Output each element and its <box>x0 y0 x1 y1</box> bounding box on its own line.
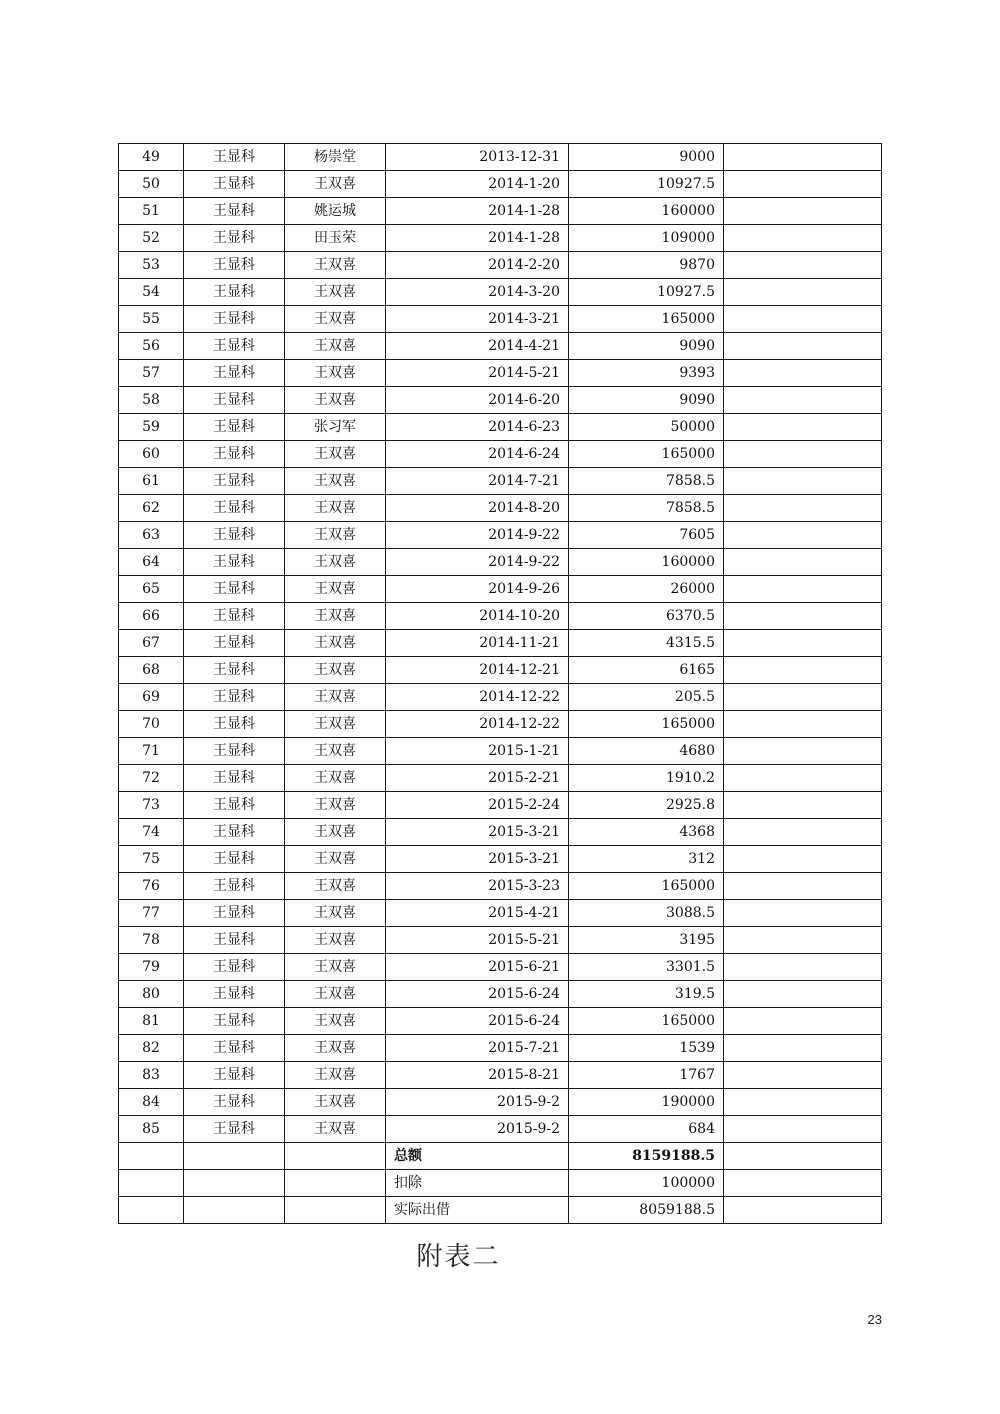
row-number-cell: 69 <box>119 684 184 711</box>
table-row <box>119 630 882 657</box>
page-number: 23 <box>867 1312 882 1327</box>
borrower-cell: 王双喜 <box>285 1008 386 1035</box>
lender-cell: 王显科 <box>184 792 285 819</box>
lender-cell: 王显科 <box>184 522 285 549</box>
note-cell <box>724 1170 882 1197</box>
note-cell <box>724 1008 882 1035</box>
borrower-cell: 王双喜 <box>285 387 386 414</box>
amount-cell: 9870 <box>569 252 724 279</box>
summary-amount-cell: 8159188.5 <box>569 1143 724 1170</box>
borrower-cell: 杨崇堂 <box>285 144 386 171</box>
lender-cell: 王显科 <box>184 387 285 414</box>
amount-cell: 319.5 <box>569 981 724 1008</box>
row-number-cell: 54 <box>119 279 184 306</box>
summary-row <box>119 1170 882 1197</box>
note-cell <box>724 414 882 441</box>
amount-cell: 9090 <box>569 387 724 414</box>
table-row <box>119 954 882 981</box>
borrower-cell: 王双喜 <box>285 657 386 684</box>
amount-cell: 7605 <box>569 522 724 549</box>
amount-cell: 1539 <box>569 1035 724 1062</box>
date-cell: 2014-9-22 <box>386 549 569 576</box>
row-number-cell: 66 <box>119 603 184 630</box>
borrower-cell: 王双喜 <box>285 522 386 549</box>
lender-cell: 王显科 <box>184 441 285 468</box>
amount-cell: 10927.5 <box>569 171 724 198</box>
borrower-cell: 王双喜 <box>285 711 386 738</box>
amount-cell: 9090 <box>569 333 724 360</box>
note-cell <box>724 360 882 387</box>
note-cell <box>724 657 882 684</box>
table-row <box>119 576 882 603</box>
note-cell <box>724 495 882 522</box>
amount-cell: 684 <box>569 1116 724 1143</box>
row-number-cell: 50 <box>119 171 184 198</box>
table-row <box>119 792 882 819</box>
row-number-cell: 65 <box>119 576 184 603</box>
amount-cell: 160000 <box>569 549 724 576</box>
borrower-cell: 王双喜 <box>285 1089 386 1116</box>
amount-cell: 9393 <box>569 360 724 387</box>
date-cell: 2014-2-20 <box>386 252 569 279</box>
table-row <box>119 279 882 306</box>
table-caption: 附表二 <box>416 1242 501 1272</box>
lender-cell: 王显科 <box>184 171 285 198</box>
lender-cell: 王显科 <box>184 819 285 846</box>
borrower-cell: 王双喜 <box>285 684 386 711</box>
date-cell: 2014-6-24 <box>386 441 569 468</box>
amount-cell: 109000 <box>569 225 724 252</box>
row-number-cell: 85 <box>119 1116 184 1143</box>
row-number-cell: 71 <box>119 738 184 765</box>
lender-cell: 王显科 <box>184 360 285 387</box>
borrower-cell: 王双喜 <box>285 1062 386 1089</box>
date-cell: 2015-6-21 <box>386 954 569 981</box>
borrower-cell: 王双喜 <box>285 900 386 927</box>
table-row <box>119 1008 882 1035</box>
amount-cell: 3301.5 <box>569 954 724 981</box>
lender-cell: 王显科 <box>184 144 285 171</box>
date-cell: 2014-3-21 <box>386 306 569 333</box>
date-cell: 2015-3-21 <box>386 846 569 873</box>
date-cell: 2014-12-21 <box>386 657 569 684</box>
empty-cell <box>119 1143 184 1170</box>
lender-cell: 王显科 <box>184 1116 285 1143</box>
date-cell: 2015-1-21 <box>386 738 569 765</box>
row-number-cell: 73 <box>119 792 184 819</box>
table-row <box>119 522 882 549</box>
note-cell <box>724 684 882 711</box>
amount-cell: 165000 <box>569 306 724 333</box>
amount-cell: 10927.5 <box>569 279 724 306</box>
empty-cell <box>285 1170 386 1197</box>
row-number-cell: 56 <box>119 333 184 360</box>
lender-cell: 王显科 <box>184 954 285 981</box>
lender-cell: 王显科 <box>184 603 285 630</box>
date-cell: 2015-4-21 <box>386 900 569 927</box>
row-number-cell: 62 <box>119 495 184 522</box>
row-number-cell: 81 <box>119 1008 184 1035</box>
amount-cell: 165000 <box>569 711 724 738</box>
lender-cell: 王显科 <box>184 468 285 495</box>
note-cell <box>724 1035 882 1062</box>
borrower-cell: 王双喜 <box>285 360 386 387</box>
table-row <box>119 819 882 846</box>
borrower-cell: 王双喜 <box>285 306 386 333</box>
lender-cell: 王显科 <box>184 846 285 873</box>
amount-cell: 26000 <box>569 576 724 603</box>
amount-cell: 4368 <box>569 819 724 846</box>
note-cell <box>724 765 882 792</box>
summary-label-cell: 扣除 <box>386 1170 569 1197</box>
amount-cell: 160000 <box>569 198 724 225</box>
note-cell <box>724 387 882 414</box>
note-cell <box>724 792 882 819</box>
lender-cell: 王显科 <box>184 549 285 576</box>
table-row <box>119 1116 882 1143</box>
empty-cell <box>285 1197 386 1224</box>
date-cell: 2014-7-21 <box>386 468 569 495</box>
row-number-cell: 82 <box>119 1035 184 1062</box>
table-row <box>119 1089 882 1116</box>
borrower-cell: 王双喜 <box>285 630 386 657</box>
date-cell: 2015-7-21 <box>386 1035 569 1062</box>
date-cell: 2014-11-21 <box>386 630 569 657</box>
table-row <box>119 333 882 360</box>
row-number-cell: 75 <box>119 846 184 873</box>
date-cell: 2014-5-21 <box>386 360 569 387</box>
lender-cell: 王显科 <box>184 495 285 522</box>
note-cell <box>724 846 882 873</box>
lender-cell: 王显科 <box>184 1062 285 1089</box>
date-cell: 2015-2-24 <box>386 792 569 819</box>
note-cell <box>724 522 882 549</box>
summary-amount-cell: 8059188.5 <box>569 1197 724 1224</box>
borrower-cell: 王双喜 <box>285 873 386 900</box>
date-cell: 2014-4-21 <box>386 333 569 360</box>
table-row <box>119 252 882 279</box>
row-number-cell: 83 <box>119 1062 184 1089</box>
amount-cell: 6370.5 <box>569 603 724 630</box>
table-row <box>119 1062 882 1089</box>
lender-cell: 王显科 <box>184 225 285 252</box>
table-row <box>119 657 882 684</box>
summary-label-cell: 总额 <box>386 1143 569 1170</box>
borrower-cell: 王双喜 <box>285 981 386 1008</box>
table-row <box>119 225 882 252</box>
row-number-cell: 58 <box>119 387 184 414</box>
row-number-cell: 80 <box>119 981 184 1008</box>
row-number-cell: 52 <box>119 225 184 252</box>
lender-cell: 王显科 <box>184 981 285 1008</box>
borrower-cell: 王双喜 <box>285 279 386 306</box>
row-number-cell: 67 <box>119 630 184 657</box>
note-cell <box>724 711 882 738</box>
table-row <box>119 441 882 468</box>
amount-cell: 205.5 <box>569 684 724 711</box>
row-number-cell: 55 <box>119 306 184 333</box>
date-cell: 2015-6-24 <box>386 1008 569 1035</box>
row-number-cell: 57 <box>119 360 184 387</box>
borrower-cell: 王双喜 <box>285 333 386 360</box>
note-cell <box>724 1143 882 1170</box>
date-cell: 2015-6-24 <box>386 981 569 1008</box>
borrower-cell: 王双喜 <box>285 1116 386 1143</box>
table-row <box>119 738 882 765</box>
table-row <box>119 414 882 441</box>
note-cell <box>724 819 882 846</box>
empty-cell <box>119 1197 184 1224</box>
loan-ledger-table <box>118 143 882 1224</box>
borrower-cell: 王双喜 <box>285 819 386 846</box>
lender-cell: 王显科 <box>184 252 285 279</box>
borrower-cell: 王双喜 <box>285 1035 386 1062</box>
row-number-cell: 60 <box>119 441 184 468</box>
note-cell <box>724 279 882 306</box>
table-row <box>119 387 882 414</box>
borrower-cell: 王双喜 <box>285 441 386 468</box>
note-cell <box>724 630 882 657</box>
amount-cell: 7858.5 <box>569 468 724 495</box>
amount-cell: 50000 <box>569 414 724 441</box>
table-row <box>119 360 882 387</box>
date-cell: 2015-9-2 <box>386 1089 569 1116</box>
borrower-cell: 王双喜 <box>285 549 386 576</box>
empty-cell <box>119 1170 184 1197</box>
summary-row <box>119 1197 882 1224</box>
date-cell: 2014-8-20 <box>386 495 569 522</box>
table-row <box>119 468 882 495</box>
empty-cell <box>184 1170 285 1197</box>
borrower-cell: 田玉荣 <box>285 225 386 252</box>
note-cell <box>724 468 882 495</box>
table-row <box>119 927 882 954</box>
table-row <box>119 765 882 792</box>
date-cell: 2014-1-28 <box>386 198 569 225</box>
amount-cell: 4315.5 <box>569 630 724 657</box>
amount-cell: 3088.5 <box>569 900 724 927</box>
row-number-cell: 76 <box>119 873 184 900</box>
lender-cell: 王显科 <box>184 738 285 765</box>
amount-cell: 1767 <box>569 1062 724 1089</box>
row-number-cell: 63 <box>119 522 184 549</box>
amount-cell: 4680 <box>569 738 724 765</box>
row-number-cell: 61 <box>119 468 184 495</box>
borrower-cell: 王双喜 <box>285 171 386 198</box>
borrower-cell: 王双喜 <box>285 738 386 765</box>
amount-cell: 165000 <box>569 441 724 468</box>
row-number-cell: 68 <box>119 657 184 684</box>
borrower-cell: 王双喜 <box>285 792 386 819</box>
amount-cell: 3195 <box>569 927 724 954</box>
date-cell: 2015-2-21 <box>386 765 569 792</box>
note-cell <box>724 1089 882 1116</box>
date-cell: 2014-9-26 <box>386 576 569 603</box>
amount-cell: 9000 <box>569 144 724 171</box>
row-number-cell: 59 <box>119 414 184 441</box>
lender-cell: 王显科 <box>184 576 285 603</box>
row-number-cell: 74 <box>119 819 184 846</box>
note-cell <box>724 225 882 252</box>
note-cell <box>724 1062 882 1089</box>
table-row <box>119 306 882 333</box>
row-number-cell: 79 <box>119 954 184 981</box>
note-cell <box>724 198 882 225</box>
row-number-cell: 49 <box>119 144 184 171</box>
table-row <box>119 981 882 1008</box>
amount-cell: 165000 <box>569 873 724 900</box>
date-cell: 2014-1-20 <box>386 171 569 198</box>
lender-cell: 王显科 <box>184 657 285 684</box>
table-row <box>119 549 882 576</box>
row-number-cell: 84 <box>119 1089 184 1116</box>
table-row <box>119 144 882 171</box>
borrower-cell: 王双喜 <box>285 765 386 792</box>
borrower-cell: 王双喜 <box>285 927 386 954</box>
date-cell: 2014-6-20 <box>386 387 569 414</box>
lender-cell: 王显科 <box>184 900 285 927</box>
lender-cell: 王显科 <box>184 414 285 441</box>
amount-cell: 190000 <box>569 1089 724 1116</box>
date-cell: 2014-6-23 <box>386 414 569 441</box>
lender-cell: 王显科 <box>184 279 285 306</box>
note-cell <box>724 441 882 468</box>
lender-cell: 王显科 <box>184 927 285 954</box>
amount-cell: 312 <box>569 846 724 873</box>
lender-cell: 王显科 <box>184 306 285 333</box>
borrower-cell: 王双喜 <box>285 495 386 522</box>
borrower-cell: 王双喜 <box>285 252 386 279</box>
note-cell <box>724 1197 882 1224</box>
borrower-cell: 王双喜 <box>285 603 386 630</box>
table-row <box>119 495 882 522</box>
date-cell: 2014-10-20 <box>386 603 569 630</box>
table-row <box>119 1035 882 1062</box>
row-number-cell: 64 <box>119 549 184 576</box>
lender-cell: 王显科 <box>184 711 285 738</box>
note-cell <box>724 927 882 954</box>
summary-amount-cell: 100000 <box>569 1170 724 1197</box>
date-cell: 2014-3-20 <box>386 279 569 306</box>
row-number-cell: 77 <box>119 900 184 927</box>
table-row <box>119 198 882 225</box>
note-cell <box>724 333 882 360</box>
date-cell: 2014-1-28 <box>386 225 569 252</box>
note-cell <box>724 144 882 171</box>
empty-cell <box>285 1143 386 1170</box>
lender-cell: 王显科 <box>184 630 285 657</box>
table-row <box>119 846 882 873</box>
note-cell <box>724 171 882 198</box>
summary-label-cell: 实际出借 <box>386 1197 569 1224</box>
note-cell <box>724 738 882 765</box>
date-cell: 2014-9-22 <box>386 522 569 549</box>
lender-cell: 王显科 <box>184 684 285 711</box>
lender-cell: 王显科 <box>184 333 285 360</box>
borrower-cell: 王双喜 <box>285 846 386 873</box>
row-number-cell: 78 <box>119 927 184 954</box>
table-row <box>119 171 882 198</box>
borrower-cell: 王双喜 <box>285 576 386 603</box>
note-cell <box>724 954 882 981</box>
note-cell <box>724 981 882 1008</box>
date-cell: 2014-12-22 <box>386 711 569 738</box>
lender-cell: 王显科 <box>184 873 285 900</box>
row-number-cell: 53 <box>119 252 184 279</box>
lender-cell: 王显科 <box>184 1035 285 1062</box>
amount-cell: 6165 <box>569 657 724 684</box>
empty-cell <box>184 1143 285 1170</box>
note-cell <box>724 873 882 900</box>
date-cell: 2015-3-23 <box>386 873 569 900</box>
row-number-cell: 72 <box>119 765 184 792</box>
row-number-cell: 51 <box>119 198 184 225</box>
lender-cell: 王显科 <box>184 198 285 225</box>
borrower-cell: 王双喜 <box>285 954 386 981</box>
table-row <box>119 603 882 630</box>
note-cell <box>724 252 882 279</box>
date-cell: 2013-12-31 <box>386 144 569 171</box>
lender-cell: 王显科 <box>184 1008 285 1035</box>
amount-cell: 165000 <box>569 1008 724 1035</box>
date-cell: 2015-8-21 <box>386 1062 569 1089</box>
table-row <box>119 684 882 711</box>
borrower-cell: 张习军 <box>285 414 386 441</box>
note-cell <box>724 900 882 927</box>
borrower-cell: 姚运城 <box>285 198 386 225</box>
amount-cell: 1910.2 <box>569 765 724 792</box>
lender-cell: 王显科 <box>184 765 285 792</box>
amount-cell: 2925.8 <box>569 792 724 819</box>
note-cell <box>724 576 882 603</box>
empty-cell <box>184 1197 285 1224</box>
borrower-cell: 王双喜 <box>285 468 386 495</box>
note-cell <box>724 306 882 333</box>
table-row <box>119 873 882 900</box>
date-cell: 2015-9-2 <box>386 1116 569 1143</box>
table-row <box>119 711 882 738</box>
lender-cell: 王显科 <box>184 1089 285 1116</box>
note-cell <box>724 603 882 630</box>
date-cell: 2015-5-21 <box>386 927 569 954</box>
date-cell: 2014-12-22 <box>386 684 569 711</box>
amount-cell: 7858.5 <box>569 495 724 522</box>
table-row <box>119 900 882 927</box>
row-number-cell: 70 <box>119 711 184 738</box>
date-cell: 2015-3-21 <box>386 819 569 846</box>
loan-ledger-body <box>119 144 882 1224</box>
note-cell <box>724 1116 882 1143</box>
note-cell <box>724 549 882 576</box>
summary-row <box>119 1143 882 1170</box>
